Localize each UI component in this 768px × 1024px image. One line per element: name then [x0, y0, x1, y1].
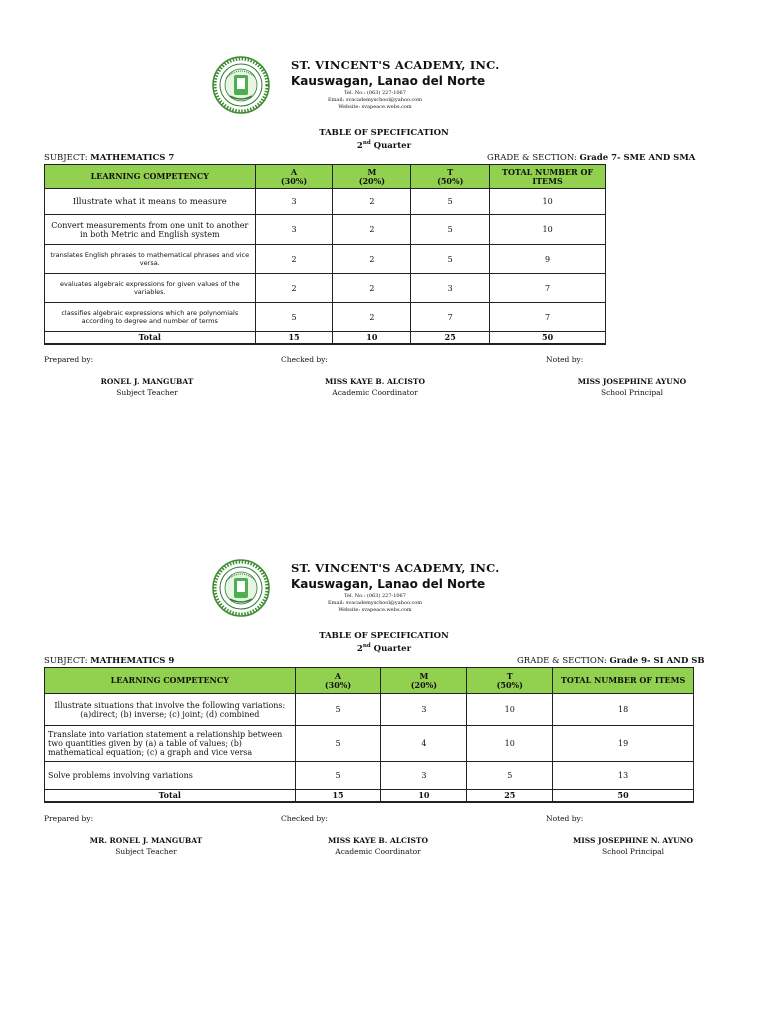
header-t-pct: (50%) [496, 679, 523, 690]
m-cell: 2 [333, 303, 411, 332]
school-tel: Tel. No.: (063) 227-1067 [344, 593, 406, 599]
total-cell: 13 [553, 762, 694, 790]
grade-label: GRADE & SECTION: [487, 153, 577, 163]
total-items: 50 [490, 332, 606, 344]
quarter-number: 2 [356, 140, 363, 151]
school-name: ST. VINCENT'S ACADEMY, INC. [291, 58, 500, 72]
header-t-letter: T [447, 166, 454, 177]
total-label: Total [45, 332, 256, 344]
quarter-word: Quarter [373, 140, 412, 151]
total-cell: 18 [553, 694, 694, 726]
school-tel: Tel. No.: (063) 227-1067 [344, 90, 406, 96]
checked-by-name: MISS KAYE B. ALCISTO [327, 836, 429, 845]
prepared-by-name: MR. RONEL J. MANGUBAT [89, 836, 203, 845]
header-t-pct: (50%) [437, 175, 464, 186]
table-row [45, 215, 606, 245]
school-email: Email: svacademyschool@yahoo.com [327, 97, 423, 103]
t-cell: 3 [411, 274, 490, 303]
total-t: 25 [411, 332, 490, 344]
header-total: TOTAL NUMBER OF ITEMS [490, 165, 606, 189]
checked-by-name: MISS KAYE B. ALCISTO [324, 377, 426, 386]
table-row [45, 189, 606, 215]
m-cell: 3 [381, 762, 467, 790]
m-cell: 2 [333, 189, 411, 215]
school-location: Kauswagan, Lanao del Norte [291, 74, 486, 88]
t-cell: 10 [467, 726, 553, 762]
total-cell: 10 [490, 215, 606, 245]
table-header-row [45, 668, 694, 694]
grade-label: GRADE & SECTION: [517, 656, 607, 666]
quarter-word: Quarter [373, 643, 412, 654]
noted-by-name: MISS JOSEPHINE AYUNO [577, 377, 687, 386]
table-total-row [45, 790, 694, 802]
header-a [255, 165, 333, 189]
total-a: 15 [255, 332, 333, 344]
header-competency: LEARNING COMPETENCY [45, 668, 296, 694]
prepared-by-role: Subject Teacher [116, 388, 178, 397]
grade-section-line [517, 656, 705, 666]
subject-line [44, 153, 174, 163]
grade-section-line [487, 153, 695, 163]
total-cell: 7 [490, 274, 606, 303]
checked-by-label: Checked by: [281, 355, 328, 364]
school-email: Email: svacademyschool@yahoo.com [327, 600, 423, 606]
competency-cell: Translate into variation statement a relationship between two quantities given by (a) a table of values; (b) mathematical equation; (c) a graph and vice versa [45, 726, 296, 762]
competency-cell: translates English phrases to mathematical phrases and vice versa. [45, 245, 256, 274]
t-cell: 5 [411, 189, 490, 215]
competency-cell: Illustrate situations that involve the following variations: (a)direct; (b) inverse; (c) joint; (d) combined [45, 694, 296, 726]
total-m: 10 [381, 790, 467, 802]
total-m: 10 [333, 332, 411, 344]
total-cell: 10 [490, 189, 606, 215]
school-website: Website: svapeace.webs.com [338, 607, 412, 613]
prepared-by-label: Prepared by: [44, 355, 94, 364]
a-cell: 2 [255, 274, 333, 303]
t-cell: 10 [467, 694, 553, 726]
header-a-pct: (30%) [324, 679, 352, 690]
t-cell: 5 [411, 215, 490, 245]
total-cell: 7 [490, 303, 606, 332]
table-row [45, 274, 606, 303]
header-m-letter: M [419, 670, 429, 681]
a-cell: 5 [295, 762, 381, 790]
prepared-by-label: Prepared by: [44, 814, 94, 823]
a-cell: 5 [255, 303, 333, 332]
total-items: 50 [553, 790, 694, 802]
a-cell: 5 [295, 694, 381, 726]
competency-cell: classifies algebraic expressions which are polynomials according to degree and number of terms [45, 303, 256, 332]
prepared-by-role: Subject Teacher [115, 847, 177, 856]
header-t [467, 668, 553, 694]
quarter-suffix: nd [362, 643, 371, 649]
total-a: 15 [295, 790, 381, 802]
header-t [411, 165, 490, 189]
table-row [45, 726, 694, 762]
header-m-pct: (20%) [358, 175, 386, 186]
table-row [45, 245, 606, 274]
a-cell: 5 [295, 726, 381, 762]
table-total-row [45, 332, 606, 344]
header-a-pct: (30%) [280, 175, 308, 186]
header-m-letter: M [367, 166, 377, 177]
table-row [45, 762, 694, 790]
competency-cell: evaluates algebraic expressions for given values of the variables. [45, 274, 256, 303]
total-t: 25 [467, 790, 553, 802]
header-m-pct: (20%) [410, 679, 438, 690]
grade-value: Grade 9- SI AND SB [609, 656, 705, 666]
school-website: Website: svapeace.webs.com [338, 104, 412, 110]
competency-cell: Solve problems involving variations [45, 762, 296, 790]
header-a-letter: A [334, 670, 342, 681]
table-row [45, 694, 694, 726]
school-seal-logo [212, 559, 270, 617]
t-cell: 5 [411, 245, 490, 274]
noted-by-role: School Principal [600, 388, 664, 397]
table-header-row [45, 165, 606, 189]
noted-by-label: Noted by: [546, 355, 584, 364]
header-competency: LEARNING COMPETENCY [45, 165, 256, 189]
competency-cell: Illustrate what it means to measure [45, 189, 256, 215]
school-header [0, 56, 768, 120]
quarter-suffix: nd [362, 140, 371, 146]
specification-table [44, 164, 606, 345]
checked-by-role: Academic Coordinator [332, 388, 418, 397]
school-location: Kauswagan, Lanao del Norte [291, 577, 486, 591]
header-t-letter: T [506, 670, 513, 681]
grade-value: Grade 7- SME AND SMA [579, 153, 696, 163]
m-cell: 3 [381, 694, 467, 726]
subject-label: SUBJECT: [44, 656, 88, 666]
t-cell: 7 [411, 303, 490, 332]
header-m [381, 668, 467, 694]
m-cell: 2 [333, 274, 411, 303]
m-cell: 4 [381, 726, 467, 762]
header-a [295, 668, 381, 694]
subject-label: SUBJECT: [44, 153, 88, 163]
total-cell: 19 [553, 726, 694, 762]
school-seal-logo [212, 56, 270, 114]
tos-title: TABLE OF SPECIFICATION [319, 128, 449, 138]
a-cell: 2 [255, 245, 333, 274]
noted-by-label: Noted by: [546, 814, 584, 823]
noted-by-role: School Principal [601, 847, 665, 856]
a-cell: 3 [255, 215, 333, 245]
school-header [0, 559, 768, 623]
subject-line [44, 656, 174, 666]
subject-value: MATHEMATICS 7 [90, 153, 175, 163]
m-cell: 2 [333, 245, 411, 274]
a-cell: 3 [255, 189, 333, 215]
prepared-by-name: RONEL J. MANGUBAT [100, 377, 194, 386]
header-m [333, 165, 411, 189]
checked-by-role: Academic Coordinator [335, 847, 421, 856]
checked-by-label: Checked by: [281, 814, 328, 823]
quarter-number: 2 [356, 643, 363, 654]
competency-cell: Convert measurements from one unit to another in both Metric and English system [45, 215, 256, 245]
header-total: TOTAL NUMBER OF ITEMS [553, 668, 694, 694]
header-a-letter: A [290, 166, 298, 177]
tos-title: TABLE OF SPECIFICATION [319, 631, 449, 641]
specification-table [44, 667, 694, 803]
table-row [45, 303, 606, 332]
noted-by-name: MISS JOSEPHINE N. AYUNO [572, 836, 694, 845]
quarter-label [0, 140, 768, 151]
quarter-label [0, 643, 768, 654]
m-cell: 2 [333, 215, 411, 245]
subject-value: MATHEMATICS 9 [90, 656, 175, 666]
t-cell: 5 [467, 762, 553, 790]
total-label: Total [45, 790, 296, 802]
total-cell: 9 [490, 245, 606, 274]
school-name: ST. VINCENT'S ACADEMY, INC. [291, 561, 500, 575]
